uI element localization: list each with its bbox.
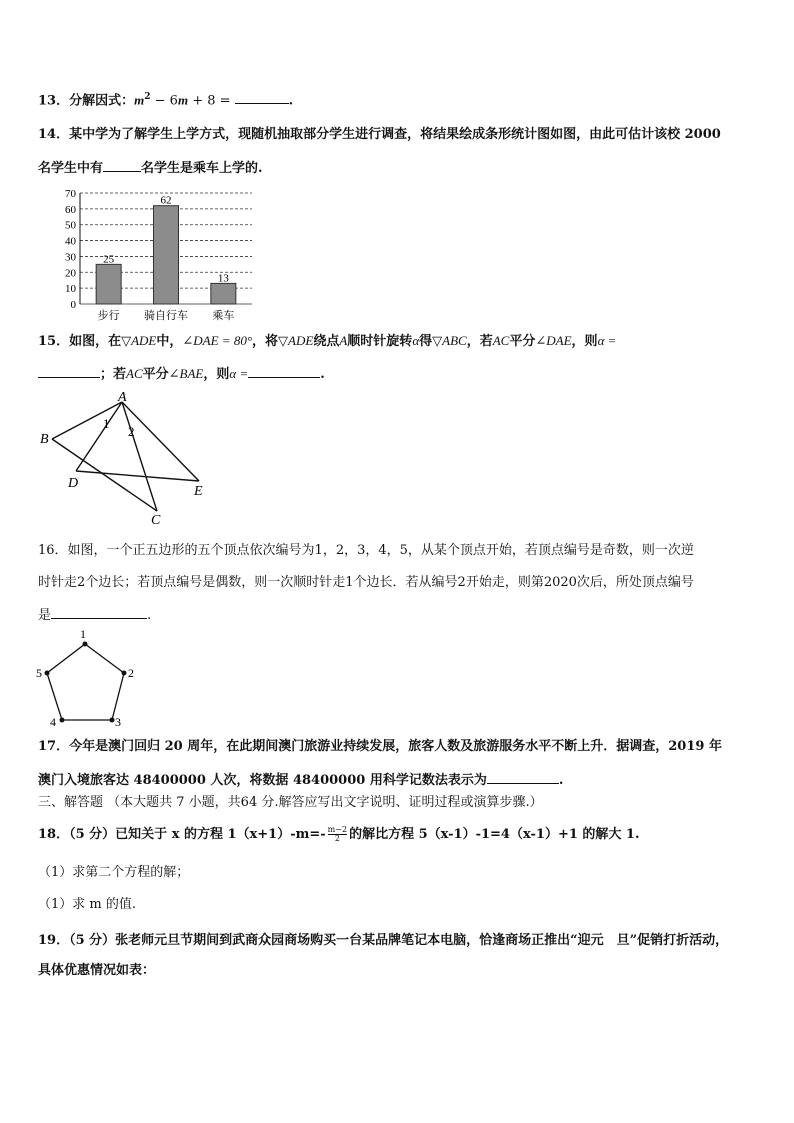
vertex-4-dot bbox=[60, 718, 65, 723]
q15-text-b: 中， bbox=[156, 334, 183, 349]
q13-expr-m: m bbox=[134, 92, 145, 108]
q15-triangle-abc: ▽ABC bbox=[432, 333, 467, 348]
q14-answer-blank bbox=[103, 158, 141, 172]
question-15-line1 bbox=[38, 332, 616, 351]
segment-ab bbox=[52, 402, 122, 439]
vertex-1-dot bbox=[83, 642, 88, 647]
q13-tail: . bbox=[288, 93, 294, 109]
q18-fraction-denominator: 2 bbox=[334, 834, 340, 843]
q18-text-b: 的解比方程 5（x-1）-1=4（x-1）+1 的解大 1. bbox=[349, 827, 640, 842]
question-18 bbox=[38, 826, 640, 844]
bar bbox=[154, 206, 179, 304]
q15-text-k: 平分 bbox=[142, 367, 169, 382]
y-tick-label: 40 bbox=[65, 235, 76, 248]
y-tick-label: 50 bbox=[65, 219, 76, 232]
segment-ad bbox=[76, 402, 122, 471]
question-15-line2 bbox=[38, 364, 325, 384]
bar-value-label: 25 bbox=[103, 253, 115, 266]
question-14-line1: 14．某中学为了解学生上学方式，现随机抽取部分学生进行调查，将结果绘成条形统计图如图，由此可估计该校 2000 bbox=[38, 127, 721, 142]
triangle-rotation-figure bbox=[34, 392, 224, 527]
q15-text-j: ；若 bbox=[100, 367, 127, 382]
bar-chart bbox=[40, 184, 280, 324]
vertex-5-dot bbox=[45, 671, 50, 676]
q15-text-d: 绕点 bbox=[313, 334, 340, 349]
q14-line2a: 名学生中有 bbox=[38, 161, 104, 176]
bar-value-label: 13 bbox=[217, 272, 229, 285]
label-c: C bbox=[151, 513, 161, 527]
vertex-2-label: 2 bbox=[128, 666, 134, 680]
vertex-1-label: 1 bbox=[80, 627, 86, 641]
section-3-heading: 三、解答题 （本大题共 7 小题，共64 分.解答应写出文字说明、证明过程或演算步骤.） bbox=[38, 795, 543, 810]
label-b: B bbox=[40, 432, 49, 447]
label-e: E bbox=[194, 484, 203, 499]
question-16-line3 bbox=[38, 605, 151, 625]
question-19-line2: 具体优惠情况如表： bbox=[38, 963, 156, 978]
q16-answer-blank bbox=[51, 605, 147, 619]
q13-number: 13． bbox=[38, 93, 70, 109]
question-17-line1: 17．今年是澳门回归 20 周年，在此期间澳门旅游业持续发展，旅客人数及旅游服务水平不断上升．据调查，2019 年 bbox=[38, 739, 722, 754]
q15-text-i: ，则 bbox=[571, 334, 598, 349]
vertex-4-label: 4 bbox=[50, 715, 56, 728]
question-13 bbox=[38, 88, 293, 110]
q13-expr-b: − 6 bbox=[150, 93, 178, 109]
q13-expr-sup: 2 bbox=[144, 92, 151, 102]
q17-text-b: . bbox=[558, 773, 564, 788]
bar-value-label: 62 bbox=[160, 194, 172, 207]
q15-alpha-eq-2: α = bbox=[229, 366, 249, 381]
q18-fraction-numerator: m−2 bbox=[327, 825, 348, 834]
segment-de bbox=[76, 471, 199, 481]
q15-text-h: 平分 bbox=[509, 334, 536, 349]
q15-angle-dae: ∠DAE = 80° bbox=[182, 333, 253, 348]
question-18-sub2: （1）求 m 的值. bbox=[38, 897, 136, 912]
question-18-sub1: （1）求第二个方程的解； bbox=[38, 865, 190, 880]
q18-text-a: 18．（5 分）已知关于 x 的方程 1（x+1）-m=- bbox=[38, 827, 326, 842]
q15-text-m: . bbox=[320, 367, 325, 382]
q15-segment-ac: AC bbox=[492, 333, 510, 348]
chart-bars bbox=[96, 206, 236, 304]
y-tick-label: 10 bbox=[65, 283, 76, 296]
y-tick-label: 70 bbox=[65, 188, 76, 200]
y-tick-label: 60 bbox=[65, 203, 76, 216]
q15-answer-blank-1 bbox=[38, 364, 100, 378]
q18-fraction bbox=[328, 826, 347, 843]
q16-text-b: . bbox=[147, 608, 152, 623]
q15-triangle-ade: ▽ADE bbox=[121, 333, 157, 348]
label-a: A bbox=[118, 392, 127, 405]
angle-label-1: 1 bbox=[103, 416, 110, 431]
vertex-3-label: 3 bbox=[115, 715, 121, 728]
y-tick-label: 30 bbox=[65, 251, 76, 264]
vertex-3-dot bbox=[110, 718, 115, 723]
question-16-line2: 时针走2个边长；若顶点编号是偶数，则一次顺时针走1个边长．若从编号2开始走，则第2020次后，所处顶点编号 bbox=[38, 575, 694, 590]
segment-ae bbox=[122, 402, 199, 481]
q15-angle-dae-2: ∠DAE bbox=[535, 333, 572, 348]
angle-label-2: 2 bbox=[128, 424, 135, 439]
label-d: D bbox=[68, 476, 79, 491]
vertex-5-label: 5 bbox=[36, 666, 42, 680]
bar bbox=[96, 264, 121, 304]
q15-text-e: 顺时针旋转 bbox=[347, 334, 413, 349]
question-17-line2 bbox=[38, 770, 563, 790]
q15-text-f: 得 bbox=[419, 334, 433, 349]
q15-triangle-ade-2: ▽ADE bbox=[278, 333, 314, 348]
q13-text: 分解因式： bbox=[69, 93, 135, 109]
segment-ac bbox=[122, 402, 157, 511]
question-16-line1: 16．如图，一个正五边形的五个顶点依次编号为1，2，3，4，5，从某个顶点开始，若顶点编号是奇数，则一次逆 bbox=[38, 543, 694, 558]
q16-text-a: 是 bbox=[38, 608, 52, 623]
q13-answer-blank bbox=[235, 90, 289, 104]
bar bbox=[211, 283, 236, 304]
q17-answer-blank bbox=[487, 770, 559, 784]
q15-angle-bae: ∠BAE bbox=[168, 366, 204, 381]
q15-answer-blank-2 bbox=[248, 364, 320, 378]
pentagon bbox=[47, 644, 124, 720]
chart-x-ticks bbox=[98, 308, 235, 322]
chart-y-ticks bbox=[65, 188, 77, 311]
q15-alpha: α bbox=[412, 333, 420, 348]
question-19-line1: 19．（5 分）张老师元旦节期间到武商众园商场购买一台某品牌笔记本电脑，恰逢商场正推出“迎元 旦”促销打折活动， bbox=[38, 933, 729, 948]
y-tick-label: 20 bbox=[65, 267, 76, 280]
x-category-label: 骑自行车 bbox=[144, 310, 188, 322]
q15-text-c: ，将 bbox=[252, 334, 279, 349]
q15-point-a: A bbox=[339, 333, 348, 348]
x-category-label: 步行 bbox=[97, 310, 120, 322]
q15-text-a: 15．如图，在 bbox=[38, 334, 122, 349]
q14-line2b: 名学生是乘车上学的. bbox=[141, 161, 263, 176]
q15-text-g: ，若 bbox=[466, 334, 493, 349]
q15-text-l: ，则 bbox=[203, 367, 230, 382]
q13-expr-m2: m bbox=[177, 92, 189, 108]
y-tick-label: 0 bbox=[70, 299, 76, 311]
pentagon-figure bbox=[34, 626, 144, 728]
q15-segment-ac-2: AC bbox=[126, 366, 143, 381]
q13-expr-d: + 8 = bbox=[188, 93, 235, 109]
q15-alpha-eq: α = bbox=[597, 333, 617, 348]
vertex-2-dot bbox=[122, 671, 127, 676]
segment-bc bbox=[52, 439, 157, 511]
x-category-label: 乘车 bbox=[212, 310, 235, 322]
q17-text-a: 澳门入境旅客达 48400000 人次，将数据 48400000 用科学记数法表示为 bbox=[38, 773, 487, 788]
question-14-line2 bbox=[38, 158, 263, 178]
